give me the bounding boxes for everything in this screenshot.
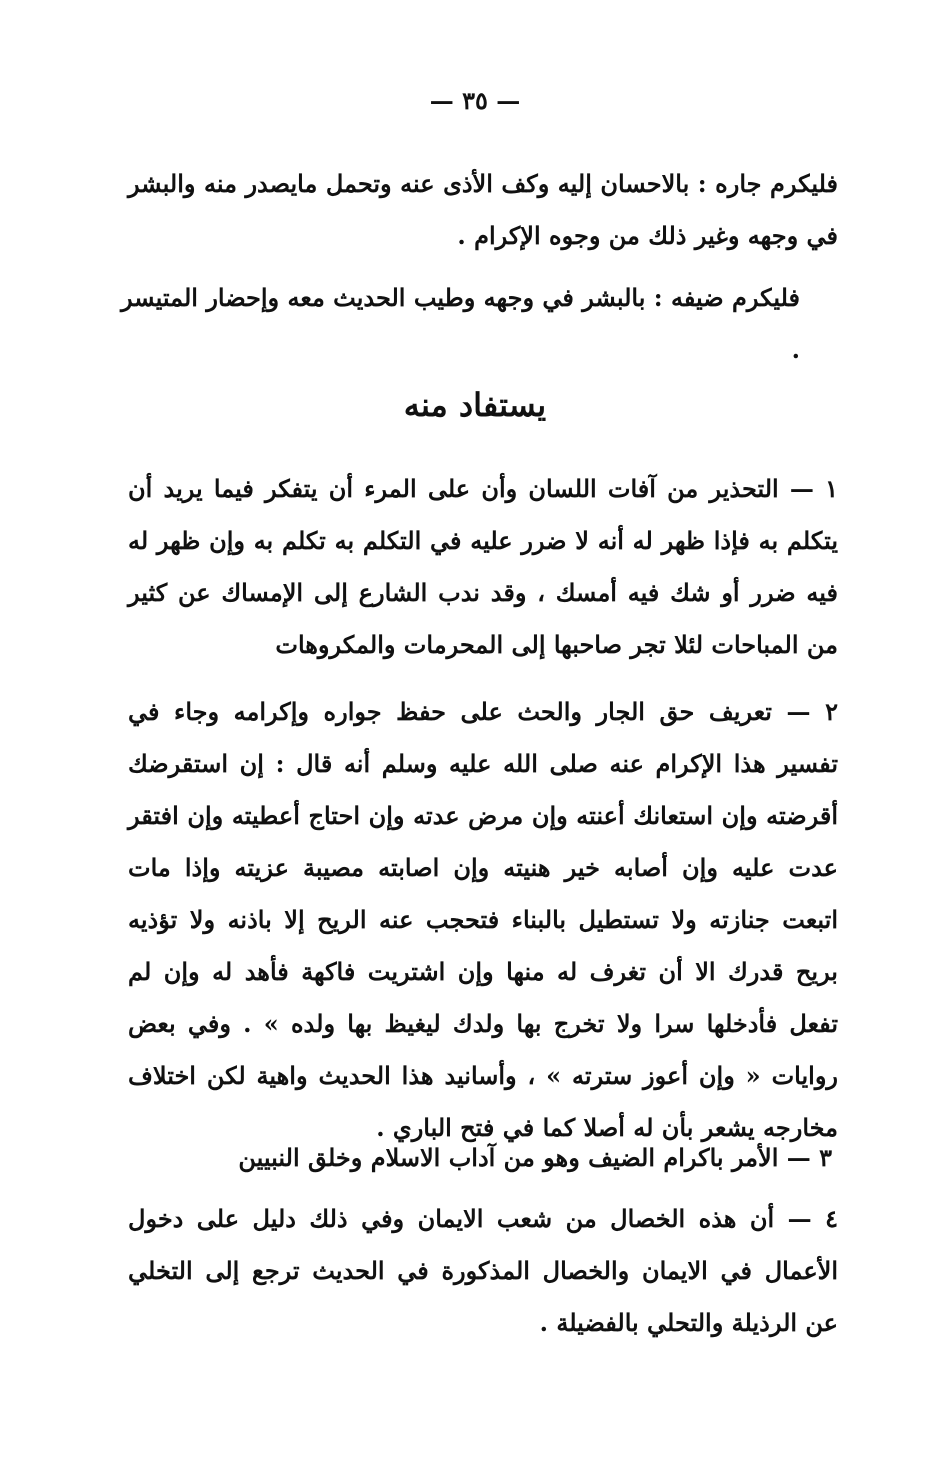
list-item: ٤ — أن هذه الخصال من شعب الايمان وفي ذلك دليل على دخول الأعمال في الايمان والخصال المذكورة في الحديث ترجع إلى التخلي عن الرذيلة والتحلي بالفضيلة .	[128, 1204, 838, 1337]
intro-paragraph-neighbor: فليكرم جاره : بالاحسان إليه وكف الأذى عنه وتحمل مايصدر منه والبشر في وجهه وغير ذلك من وجوه الإكرام .	[128, 169, 838, 250]
section-heading: يستفاد منه	[403, 386, 547, 424]
list-item: ١ — التحذير من آفات اللسان وأن على المرء أن يتفكر فيما يريد أن يتكلم به فإذا ظهر له أنه لا ضرر عليه في التكلم به تكلم به وإن ظهر له فيه ضرر أو شك فيه أمسك ، وقد ندب الشارع إلى الإمساك عن كثير من المباحات لئلا تجر صاحبها إلى المحرمات والمكروهات	[128, 474, 838, 659]
page-number: — ٣٥ —	[429, 86, 521, 115]
list-item: ٢ — تعريف حق الجار والحث على حفظ جواره وإكرامه وجاء في تفسير هذا الإكرام عنه صلى الله عليه وسلم أنه قال : إن استقرضك أقرضته وإن استعانك أعنته وإن مرض عدته وإن احتاج أعطيته وإن افتقر عدت عليه وإن أصابه خير هنيته وإن اصابته مصيبة عزيته وإذا مات اتبعت جنازته ولا تستطيل بالبناء فتحجب عنه الريح إلا باذنه ولا تؤذيه بريح قدرك الا أن تغرف له منها وإن اشتريت فاكهة فأهد له وإن لم تفعل فأدخلها سرا ولا تخرج بها ولدك ليغيظ بها ولده » . وفي بعض روايات « وإن أعوز سترته » ، وأسانيد هذا الحديث واهية لكن اختلاف مخارجه يشعر بأن له أصلا كما في فتح الباري .	[128, 697, 838, 1142]
intro-paragraph-guest: فليكرم ضيفه : بالبشر في وجهه وطيب الحديث معه وإحضار المتيسر .	[120, 283, 800, 364]
list-item: ٣ — الأمر باكرام الضيف وهو من آداب الاسلام وخلق النبيين	[238, 1143, 832, 1172]
